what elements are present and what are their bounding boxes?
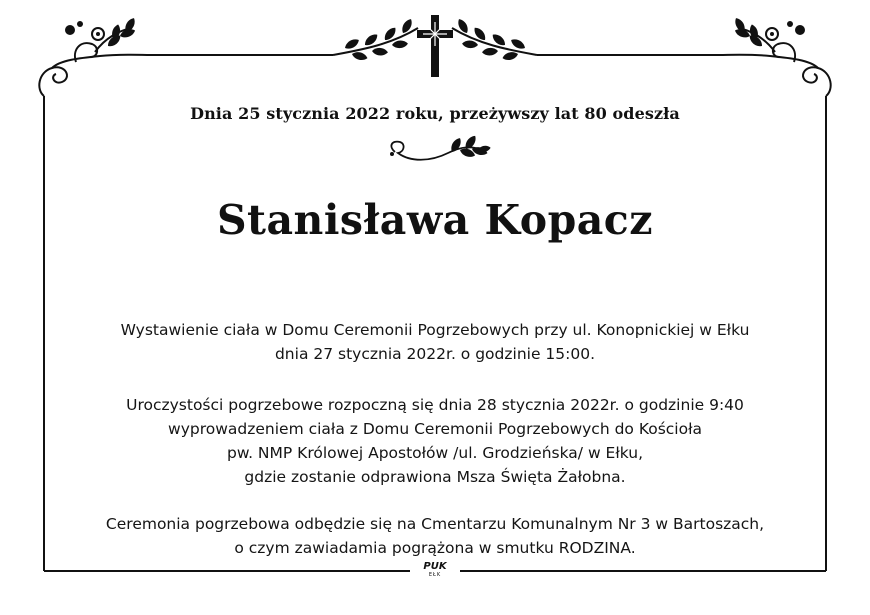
company-logo: [415, 562, 455, 578]
floral-swirl-icon: [39, 16, 150, 96]
deceased-name: Stanisława Kopacz: [216, 196, 654, 244]
ceremony-paragraph: [60, 393, 810, 489]
paragraph-line: Wystawienie ciała w Domu Ceremonii Pogrzebowych przy ul. Konopnickiej w Ełku: [120, 321, 750, 339]
frame-border: [44, 55, 826, 571]
paragraph-line: pw. NMP Królowej Apostołów /ul. Grodzieńska/ w Ełku,: [226, 444, 643, 462]
swirl-branch-icon: [390, 134, 491, 160]
death-date-headline: Dnia 25 stycznia 2022 roku, przeżywszy lat 80 odeszła: [190, 104, 680, 123]
paragraph-line: wyprowadzeniem ciała z Domu Ceremonii Pogrzebowych do Kościoła: [168, 420, 702, 438]
logo-main-text: PUK: [423, 561, 447, 572]
paragraph-line: Uroczystości pogrzebowe rozpoczną się dnia 28 stycznia 2022r. o godzinie 9:40: [126, 396, 744, 414]
paragraph-line: Ceremonia pogrzebowa odbędzie się na Cmentarzu Komunalnym Nr 3 w Bartoszach,: [105, 515, 765, 533]
logo-sub-text: EŁK: [428, 572, 442, 578]
paragraph-line: gdzie zostanie odprawiona Msza Święta Żałobna.: [244, 468, 626, 486]
cross-with-laurel-icon: [333, 15, 537, 77]
burial-paragraph: [60, 512, 810, 560]
paragraph-line: dnia 27 stycznia 2022r. o godzinie 15:00.: [274, 345, 596, 363]
floral-swirl-icon: [720, 16, 831, 96]
viewing-paragraph: [60, 318, 810, 366]
paragraph-line: o czym zawiadamia pogrążona w smutku RODZINA.: [234, 539, 636, 557]
